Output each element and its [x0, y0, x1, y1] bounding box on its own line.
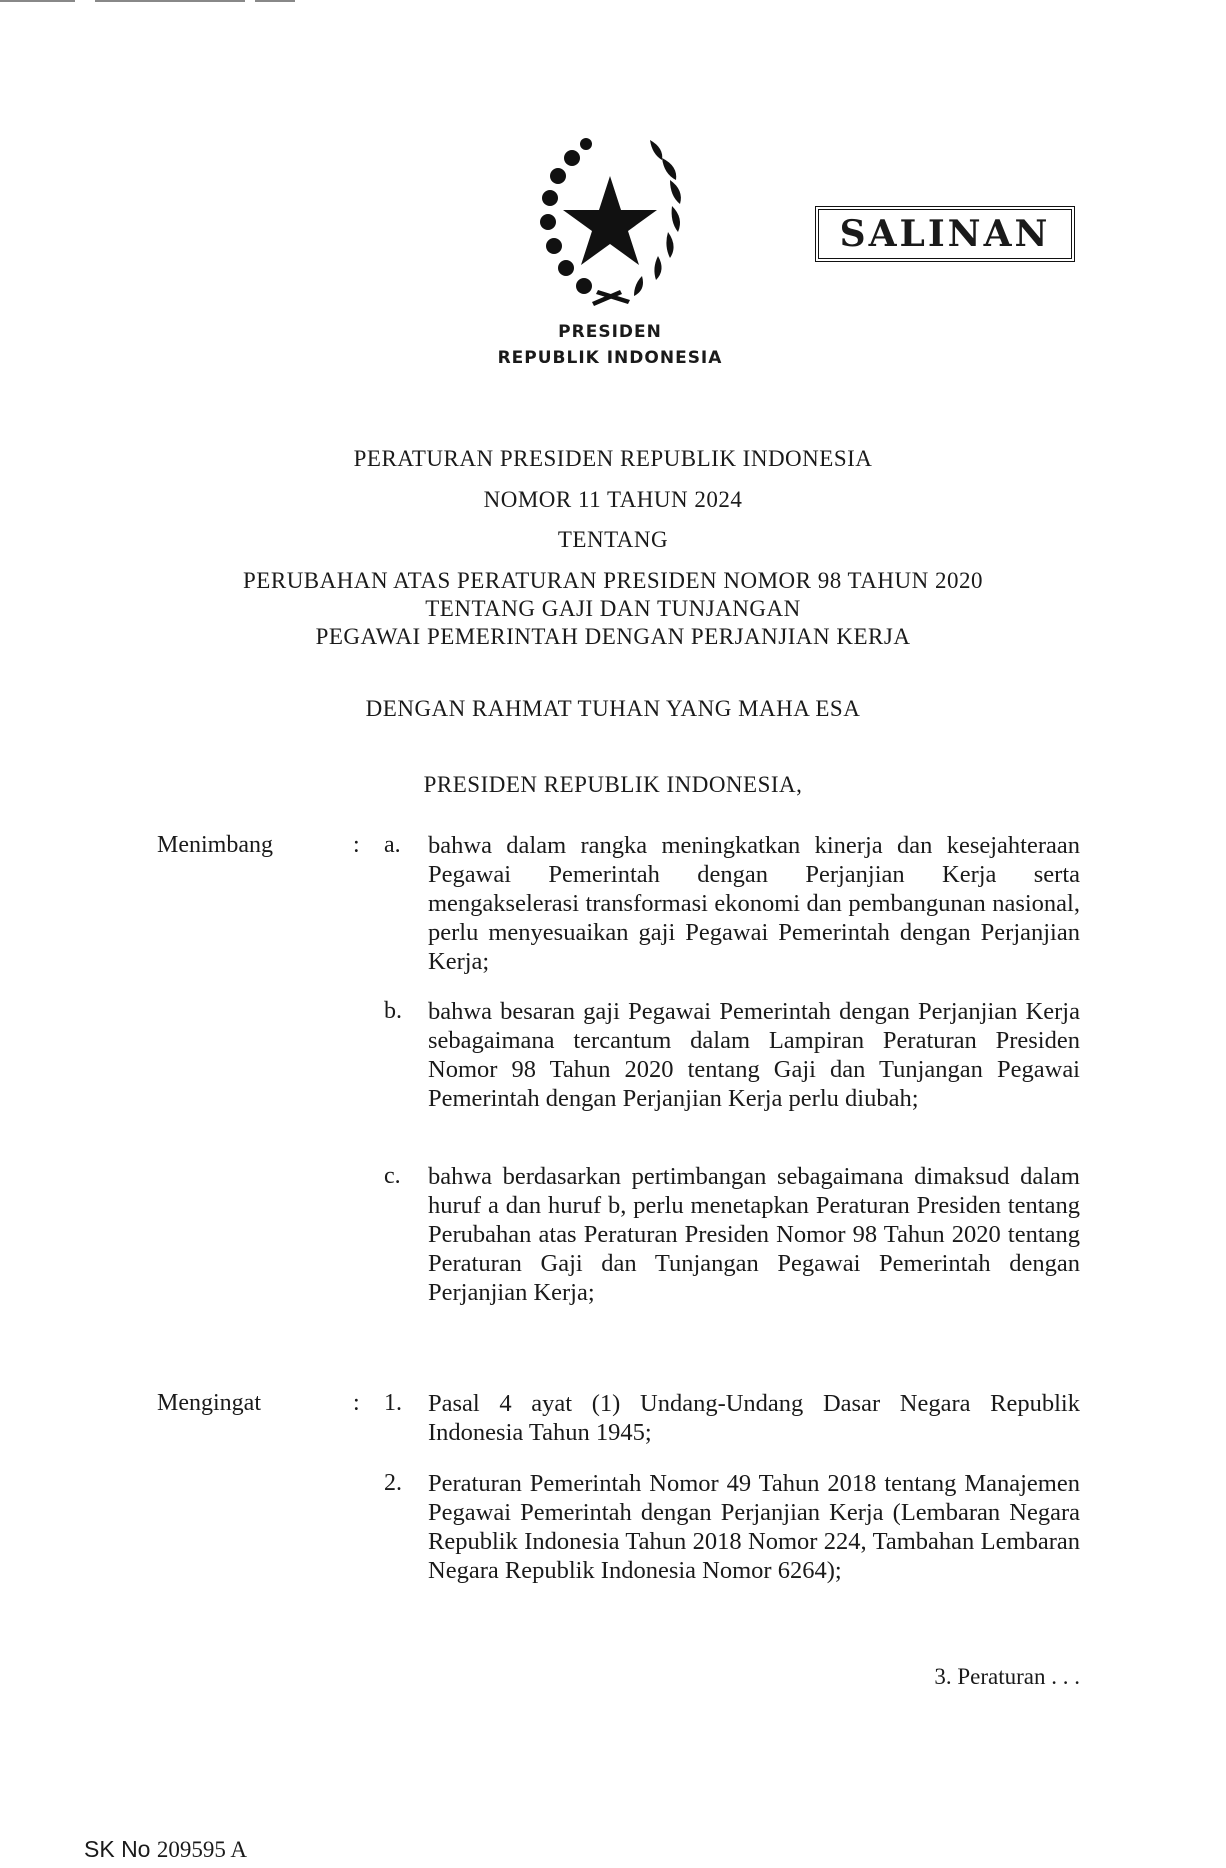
- scan-edge-mark: [255, 0, 295, 2]
- presiden-label: PRESIDEN: [558, 322, 662, 342]
- rahmat-line: DENGAN RAHMAT TUHAN YANG MAHA ESA: [365, 696, 861, 721]
- mengingat-colon: :: [353, 1390, 360, 1416]
- list-marker: b.: [384, 998, 402, 1024]
- scan-edge-mark: [95, 0, 245, 2]
- presiden-preamble: PRESIDEN REPUBLIK INDONESIA,: [423, 772, 803, 797]
- regulation-subject-line: PEGAWAI PEMERINTAH DENGAN PERJANJIAN KERJA: [315, 624, 911, 649]
- list-marker: 1.: [384, 1390, 402, 1416]
- continuation-note: 3. Peraturan . . .: [934, 1664, 1080, 1689]
- sk-number: 209595 A: [156, 1837, 247, 1862]
- regulation-subject-line: PERUBAHAN ATAS PERATURAN PRESIDEN NOMOR 98 TAHUN 2020: [243, 568, 983, 593]
- regulation-title: PERATURAN PRESIDEN REPUBLIK INDONESIA: [353, 446, 873, 471]
- regulation-subject-line: TENTANG GAJI DAN TUNJANGAN: [425, 596, 801, 621]
- menimbang-item: bahwa besaran gaji Pegawai Pemerintah dengan Perjanjian Kerja sebagaimana tercantum dalam Lampiran Peraturan Presiden Nomor 98 Tahun 2020 tentang Gaji dan Tunjangan Pegawai Pemerintah dengan Perjanjian Kerja perlu diubah;: [428, 998, 1080, 1112]
- regulation-number: NOMOR 11 TAHUN 2024: [483, 487, 743, 512]
- mengingat-label: Mengingat: [157, 1390, 261, 1416]
- list-marker: c.: [384, 1163, 401, 1189]
- scan-edge-mark: [0, 0, 75, 2]
- sk-label: SK No: [84, 1836, 151, 1862]
- presidential-emblem-icon: [510, 118, 710, 318]
- menimbang-item: bahwa berdasarkan pertimbangan sebagaimana dimaksud dalam huruf a dan huruf b, perlu menetapkan Peraturan Presiden tentang Perubahan atas Peraturan Presiden Nomor 98 Tahun 2020 tentang Peraturan Gaji dan Tunjangan Pegawai Pemerintah dengan Perjanjian Kerja;: [428, 1163, 1080, 1306]
- salinan-stamp: SALINAN: [815, 206, 1075, 262]
- menimbang-colon: :: [353, 832, 360, 858]
- list-marker: 2.: [384, 1470, 402, 1496]
- tentang-heading: TENTANG: [557, 527, 669, 552]
- menimbang-item: bahwa dalam rangka meningkatkan kinerja dan kesejahteraan Pegawai Pemerintah dengan Perjanjian Kerja serta mengakselerasi transformasi ekonomi dan pembangunan nasional, perlu menyesuaikan gaji Pegawai Pemerintah dengan Perjanjian Kerja;: [428, 832, 1080, 975]
- mengingat-item: Pasal 4 ayat (1) Undang-Undang Dasar Negara Republik Indonesia Tahun 1945;: [428, 1390, 1080, 1446]
- republik-indonesia-label: REPUBLIK INDONESIA: [497, 348, 723, 368]
- mengingat-item: Peraturan Pemerintah Nomor 49 Tahun 2018 tentang Manajemen Pegawai Pemerintah dengan Perjanjian Kerja (Lembaran Negara Republik Indonesia Tahun 2018 Nomor 224, Tambahan Lembaran Negara Republik Indonesia Nomor 6264);: [428, 1470, 1080, 1584]
- menimbang-label: Menimbang: [157, 832, 273, 858]
- list-marker: a.: [384, 832, 401, 858]
- sk-number-footer: [84, 1836, 247, 1863]
